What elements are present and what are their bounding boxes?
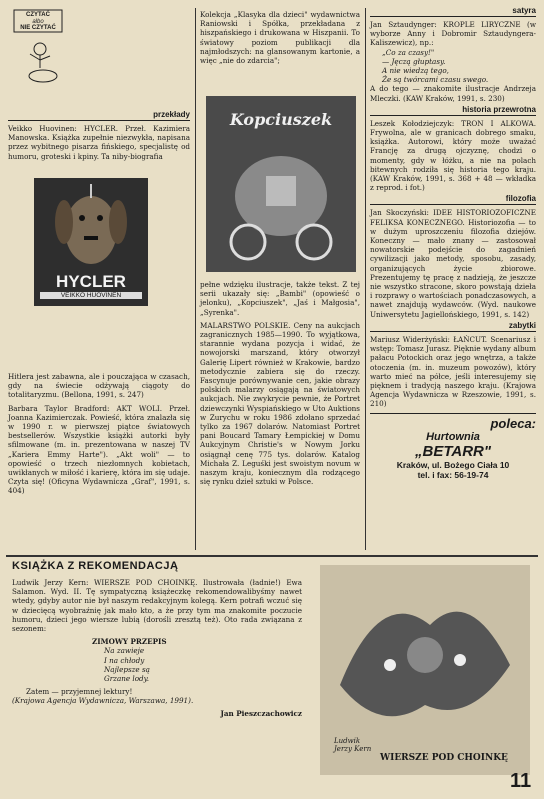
review-text-malarstwo: MALARSTWO POLSKIE. Ceny na aukcjach zagranicznych 1985—1990. To wyjątkowa, starannie wydana pozycja i widać, że nowojorski marszand, który otworzył Galerię Lipert również w Krakowie, bardzo metodycznie zabiera się do rzeczy. Fascynuje porównywanie cen, jakie obrazy polskich malarzy osiągają na światowych aukcjach. Nie zwykrycie pewnie, że Portret dziewczynki Wyspiańskiego w Uto Auktions w Zurychu w roku 1986 zdołano sprzedać tylko za 1967 dolarów. Natomiast Portret pani Boucard Tamary Łempickiej w Domu Aukcyjnym Christie's w Nowym Jorku osiągnął cenę 775 tys. dolarów. Katalog Michała Z. Leguśki jest swoistym novum w naszym kraju, koniecznym dla rodzącego się rynku dzieł sztuki w Polsce.: [200, 320, 360, 487]
bottom-section: [12, 560, 302, 718]
cover-title-wiersze: WIERSZE POD CHOINKĘ: [380, 753, 508, 763]
column-3: [370, 4, 536, 480]
ad-hurtownia: Hurtownia: [426, 430, 480, 443]
advertisement: [370, 413, 536, 480]
logo-line3: NIE CZYTAĆ: [20, 25, 56, 31]
logo-line2: albo: [32, 18, 44, 25]
poem-line: Grzane lody.: [104, 674, 150, 684]
column-1: [8, 108, 190, 161]
ad-address: Kraków, ul. Bożego Ciała 10: [396, 459, 510, 470]
ad-betarr: „BETARR": [415, 442, 491, 460]
cover-title: HYCLER: [56, 272, 126, 291]
column-2-continued: [200, 280, 360, 486]
review-text-klasyka: Kolekcja „Klasyka dla dzieci" wydawnictwa Raniowski i Spółka, przekładana z hiszpańskiego i drukowana w Hiszpanii. To światowy poziom publikacji dla najmłodszych: na glansowanym kartonie, a więc „nie do zdarcia";: [200, 10, 360, 66]
book-cover-kopciuszek: [206, 96, 356, 272]
section-label-satyra: satyra: [370, 6, 536, 17]
poem-line: I na chłody: [104, 655, 145, 665]
section-label-historia: historia przewrotna: [370, 105, 536, 116]
closing-text: Zatem — przyjemnej lektury!: [26, 687, 133, 697]
logo: [10, 4, 68, 90]
column-2: [200, 10, 360, 65]
section-label: przekłady: [8, 110, 190, 121]
column-divider-2: [365, 8, 366, 550]
review-text: Veikko Huovinen: HYCLER. Przeł. Kazimiera Manowska. Książka zupełnie niezwykła, napisana przez wybitnego pisarza fińskiego, specjalistę od humoru, groteski i kpiny. Ta niby-biografia: [8, 124, 190, 161]
column-1-continued: [8, 372, 190, 496]
section-heading: KSIĄŻKA Z REKOMENDACJĄ: [12, 560, 179, 572]
poem-line: — Jęczą głuptasy.: [382, 56, 446, 66]
cover-author-kern: Ludwik Jerzy Kern: [334, 737, 372, 753]
review-text-kern: Ludwik Jerzy Kern: WIERSZE POD CHOINKĘ. Ilustrowała (ładnie!) Ewa Salamon. Wyd. II. Tę sympatyczną książeczkę rekomendowalibyśmy nawet wtedy, gdyby autor nie był naszym redakcyjnym kolegą. Kern potrafi wczuć się w dziecięcą wyobraźnię jak mało kto, a że przy tym ma znakomite poczucie humoru, dzieci jego wiersze lubią (dorośli zresztą też). Oto rada związana z sezonem:: [12, 578, 302, 634]
logo-line1: CZYTAĆ: [26, 12, 50, 18]
poem: [370, 48, 536, 85]
page-number: 11: [510, 770, 532, 792]
poem-line: Najlepsze są: [104, 664, 150, 674]
poem-line: Że są twórcami czasu swego.: [382, 75, 489, 85]
column-divider: [195, 8, 196, 550]
ad-poleca: poleca:: [490, 415, 536, 431]
book-cover-hycler: [34, 178, 148, 306]
bottom-top-rule: [6, 555, 538, 557]
poem-line: Na zawieje: [104, 646, 145, 656]
signature: Jan Pieszczachowicz: [220, 708, 302, 718]
poem-block: [12, 637, 302, 683]
poem-title: ZIMOWY PRZEPIS: [92, 637, 167, 647]
cover-title-kopciuszek: Kopciuszek: [229, 110, 333, 129]
review-text-lancut: Mariusz Widerżyński: ŁAŃCUT. Scenariusz i wstęp: Tomasz Jurasz. Pięknie wydany album pałacu Potockich oraz jego wnętrza, a także otoczenia (m. in. muzeum powozów), który warto mieć na półce, jeśli interesujemy się pięknem i tradycją naszego kraju. (Krajowa Agencja Wydawnicza w Rzeszowie, 1991, s. 210): [370, 334, 536, 409]
review-text-krople: Jan Sztaudynger: KROPLE LIRYCZNE (w wyborze Anny i Dobromir Sztaudyngera-Kaliszewicz), np.:: [370, 20, 536, 48]
section-label-zabytki: zabytki: [370, 321, 536, 332]
review-text-krople-end: A do tego — znakomite ilustracje Andrzeja Mleczki. (KAW Kraków, 1991, s. 230): [370, 84, 536, 103]
cover-author: VEIKKO HUOVINEN: [40, 292, 142, 299]
book-cover-wiersze: [320, 565, 530, 775]
section-label-filozofia: filozofia: [370, 194, 536, 205]
review-text-akt-woli: Barbara Taylor Bradford: AKT WOLI. Przeł. Joanna Kazimierczak. Powieść, która znalazła się w 1990 r. w pierwszej piątce światowych bestsellerów. Wszystkie książki autorki były sfilmowane (m. in. prezentowana w naszej TV „Kariera Emmy Harte"). „Akt woli" — to opowieść o trzech niezłomnych kobietach, uwikłanych w miłość i karierę, która im się udaje. Czyta się! (Oficyna Wydawnicza „Graf", 1991, s. 404): [8, 403, 190, 496]
publisher-text: (Krajowa Agencja Wydawnicza, Warszawa, 1991).: [12, 696, 194, 706]
poem-line: A nie wiedzą tego,: [382, 66, 449, 76]
review-text-tron: Leszek Kołodziejczyk: TRON I ALKOWA. Frywolna, ale w granicach dobrego smaku, książka. Autorowi, który może uważać Francję za drugą ojczyznę, chodzi o momenty, gdy w łóżku, a nie na polach bitewnych rodziła się historia tego kraju. (KAW Kraków, 1991, s. 368 + 48 — wkładka z reprod. i fot.): [370, 118, 536, 193]
review-text-seria: pełne wdzięku ilustracje, także tekst. Z tej serii ukazały się: „Bambi" (opowieść o jelonku), „Kopciuszek", „Jaś i Małgosia", „Syrenka".: [200, 280, 360, 317]
ad-phone: tel. i fax: 56-19-74: [417, 469, 489, 480]
poem-line: „Co za czasy!": [382, 47, 435, 57]
review-text-hycler-end: Hitlera jest zabawna, ale i pouczająca w czasach, gdy na świecie odżywają ciągoty do totalitaryzmu. (Bellona, 1991, s. 247): [8, 372, 190, 400]
review-text-idee: Jan Skoczyński: IDEE HISTORIOZOFICZNE FELIKSA KONECZNEGO. Historiozofia — to w dużym uproszczeniu filozofia dziejów. Koneczny — mało znany — zastosował nowatorskie podejście do zagadnień cywilizacji jako metody, sposobu, zasady, organizujących życie zbiorowe. Prezentujemy tę pracę z nadzieją, że jeszcze nie wszystko stracone, skoro powstają dzieła i rozprawy o wartościach ponadczasowych, a nawet znajdują wydawców. (Wyd. naukowe Uniwersytetu Jagiellońskiego, 1991, s. 142): [370, 208, 536, 319]
